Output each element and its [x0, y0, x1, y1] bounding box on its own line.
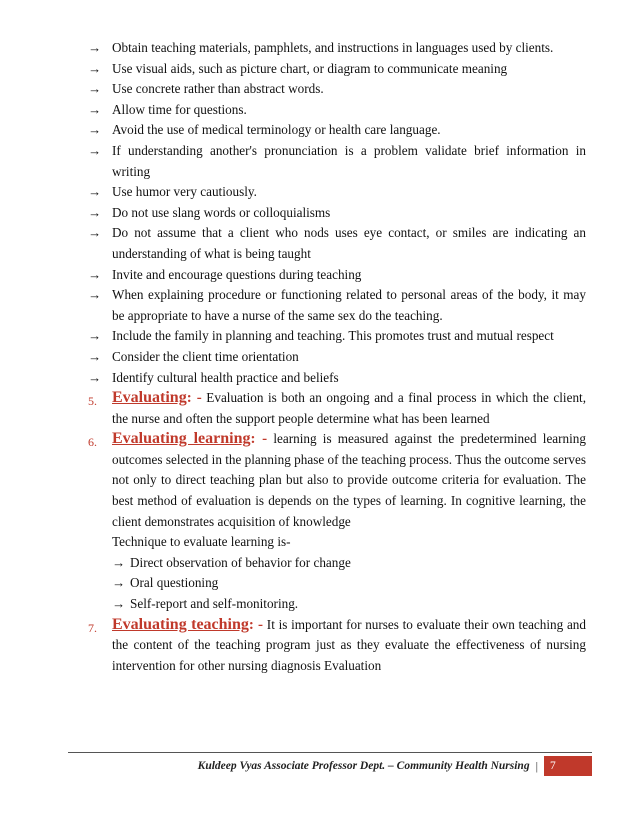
bullet-text: Avoid the use of medical terminology or health care language.: [112, 122, 441, 138]
section-text: learning is measured against the predetermined learning outcomes selected in the planning phase of the teaching process. Thus the outcome serves not only to direct teaching plan but also to provide outcome criteria for evaluation. The best method of evaluation is depends on the types of learning. In cognitive learning, the client demonstrates acquisition of knowledge: [112, 431, 586, 529]
section-number: 5.: [88, 394, 97, 409]
footer-divider: [68, 752, 592, 753]
technique-item: [88, 553, 586, 574]
technique-text: Direct observation of behavior for change: [130, 554, 351, 570]
bullet-text: When explaining procedure or functioning related to personal areas of the body, it may be appropriate to have a nurse of the same sex do the teaching.: [112, 287, 586, 323]
section-text: It is important for nurses to evaluate their own teaching and the content of the teaching program just as they evaluate the effectiveness of nursing intervention for other nursing diagnosis Evaluation: [112, 616, 586, 673]
section-heading: Evaluating learning: [112, 430, 251, 448]
arrow-icon: →: [88, 60, 102, 76]
arrow-icon: →: [88, 369, 102, 385]
technique-text: Self-report and self-monitoring.: [130, 596, 299, 612]
section-separator: : -: [186, 390, 202, 407]
arrow-icon: →: [88, 122, 102, 138]
bullet-text: If understanding another's pronunciation is a problem validate brief information in writing: [112, 142, 586, 179]
bullet-item: [88, 347, 586, 368]
bullet-item: [88, 182, 586, 203]
arrow-icon: →: [88, 287, 102, 303]
bullet-text: Invite and encourage questions during teaching: [112, 266, 362, 282]
section-heading: Evaluating teaching: [112, 615, 249, 633]
bullet-item: [88, 265, 586, 286]
arrow-icon: →: [112, 596, 126, 612]
footer-separator: |: [535, 758, 538, 773]
bullet-item: [88, 326, 586, 347]
technique-item: [88, 573, 586, 594]
bullet-item: [88, 120, 586, 141]
numbered-section-evaluating: [88, 388, 586, 429]
bullet-item: [88, 100, 586, 121]
section-heading: Evaluating: [112, 389, 187, 407]
page-content: [88, 38, 586, 676]
arrow-icon: →: [88, 266, 102, 282]
arrow-icon: →: [88, 328, 102, 344]
bullet-item: [88, 141, 586, 182]
arrow-icon: →: [88, 184, 102, 200]
bullet-item: [88, 285, 586, 326]
bullet-text: Use visual aids, such as picture chart, or diagram to communicate meaning: [112, 60, 508, 76]
arrow-icon: →: [88, 348, 102, 364]
bullet-text: Identify cultural health practice and beliefs: [112, 369, 339, 385]
technique-text: Oral questioning: [130, 575, 219, 591]
bullet-text: Obtain teaching materials, pamphlets, and instructions in languages used by clients.: [112, 40, 554, 55]
numbered-section-evaluating-learning: [88, 429, 586, 532]
footer-author: Kuldeep Vyas Associate Professor Dept. – Community Health Nursing: [197, 760, 530, 772]
page-number: 7: [544, 756, 592, 776]
technique-item: [88, 594, 586, 615]
arrow-icon: →: [88, 225, 102, 241]
bullet-item: [88, 79, 586, 100]
arrow-icon: →: [88, 142, 102, 158]
arrow-icon: →: [88, 101, 102, 117]
arrow-icon: →: [112, 554, 126, 570]
bullet-text: Allow time for questions.: [112, 101, 247, 117]
bullet-text: Use concrete rather than abstract words.: [112, 81, 324, 97]
arrow-icon: →: [88, 81, 102, 97]
arrow-icon: →: [88, 40, 102, 55]
bullet-item: [88, 223, 586, 264]
bullet-text: Do not assume that a client who nods uses eye contact, or smiles are indicating an understanding of what is being taught: [112, 225, 586, 261]
arrow-icon: →: [112, 575, 126, 591]
section-separator: : -: [248, 616, 264, 633]
bullet-item: [88, 59, 586, 80]
bullet-text: Do not use slang words or colloquialisms: [112, 204, 331, 220]
page-footer: [68, 757, 592, 775]
numbered-section-evaluating-teaching: [88, 615, 586, 677]
section-number: 7.: [88, 620, 97, 635]
section-separator: : -: [250, 431, 268, 448]
bullet-item: [88, 38, 586, 59]
technique-heading: Technique to evaluate learning is-: [112, 534, 291, 550]
bullet-item: [88, 203, 586, 224]
bullet-item: [88, 368, 586, 389]
section-text: Evaluation is both an ongoing and a final process in which the client, the nurse and often the support people determine what has been learned: [112, 390, 587, 426]
bullet-text: Use humor very cautiously.: [112, 184, 257, 200]
arrow-icon: →: [88, 204, 102, 220]
bullet-text: Consider the client time orientation: [112, 348, 299, 364]
section-number: 6.: [88, 435, 97, 450]
bullet-text: Include the family in planning and teaching. This promotes trust and mutual respect: [112, 328, 554, 344]
